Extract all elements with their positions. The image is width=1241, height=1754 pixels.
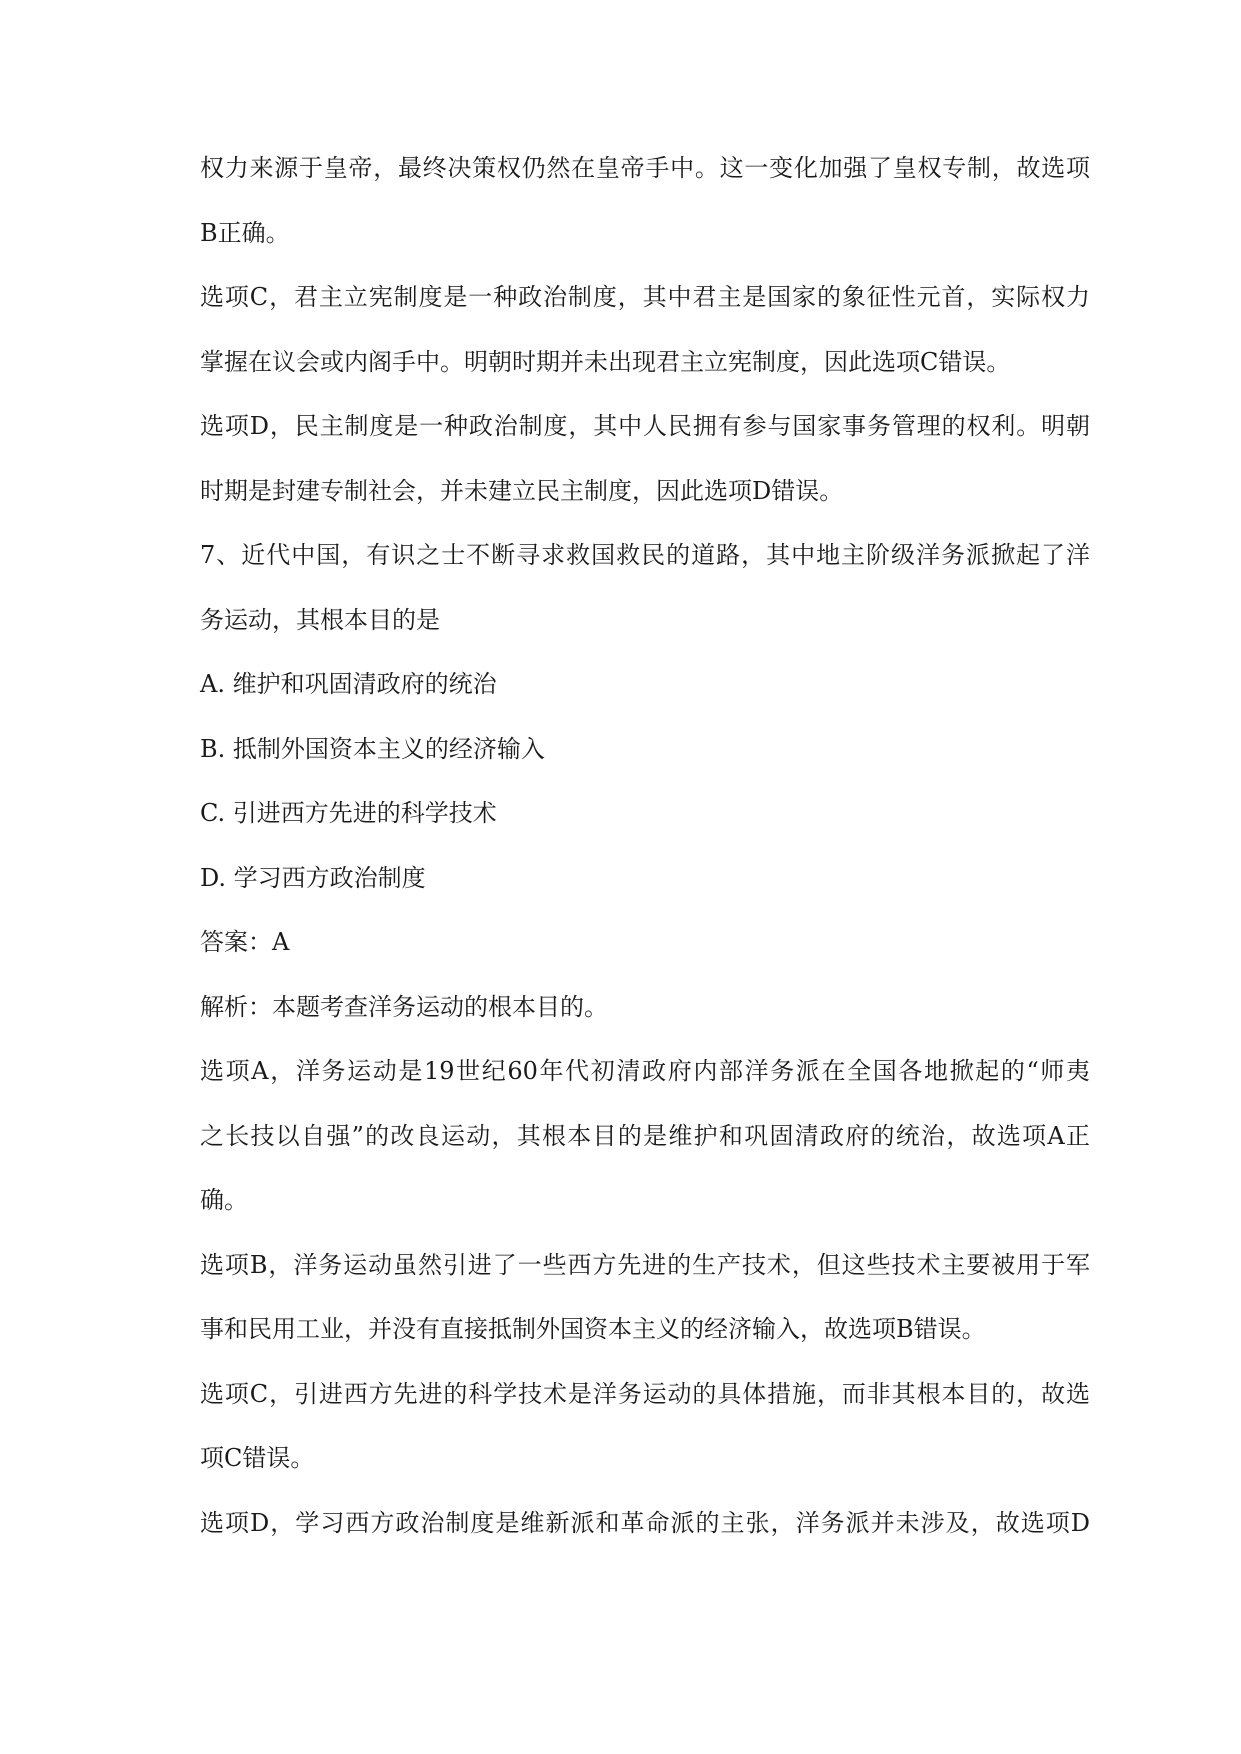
text-line: 选项C，君主立宪制度是一种政治制度，其中君主是国家的象征性元首，实际权力 bbox=[200, 283, 1090, 311]
text-line: 选项B，洋务运动虽然引进了一些西方先进的生产技术，但这些技术主要被用于军 bbox=[200, 1250, 1090, 1279]
analysis-line: 解析：本题考查洋务运动的根本目的。 bbox=[200, 992, 608, 1021]
answer-line: 答案：A bbox=[200, 928, 290, 956]
text-line: 之长技以自强”的改良运动，其根本目的是维护和巩固清政府的统治，故选项A正 bbox=[200, 1121, 1090, 1150]
text-line: 选项D，学习西方政治制度是维新派和革命派的主张，洋务派并未涉及，故选项D bbox=[200, 1508, 1090, 1537]
option-b: B. 抵制外国资本主义的经济输入 bbox=[200, 734, 545, 763]
text-line: 选项D，民主制度是一种政治制度，其中人民拥有参与国家事务管理的权利。明朝 bbox=[200, 412, 1090, 440]
text-line: 时期是封建专制社会，并未建立民主制度，因此选项D错误。 bbox=[200, 476, 844, 505]
text-line: 掌握在议会或内阁手中。明朝时期并未出现君主立宪制度，因此选项C错误。 bbox=[200, 347, 1011, 376]
option-c: C. 引进西方先进的科学技术 bbox=[200, 799, 497, 827]
text-line: 权力来源于皇帝，最终决策权仍然在皇帝手中。这一变化加强了皇权专制，故选项 bbox=[200, 154, 1090, 182]
text-line: 事和民用工业，并没有直接抵制外国资本主义的经济输入，故选项B错误。 bbox=[200, 1315, 986, 1343]
option-a: A. 维护和巩固清政府的统治 bbox=[200, 670, 497, 698]
text-line: 选项A，洋务运动是19世纪60年代初清政府内部洋务派在全国各地掀起的“师夷 bbox=[200, 1057, 1090, 1085]
option-d: D. 学习西方政治制度 bbox=[200, 863, 426, 892]
text-line: 选项C，引进西方先进的科学技术是洋务运动的具体措施，而非其根本目的，故选 bbox=[200, 1379, 1090, 1408]
text-line: B正确。 bbox=[200, 218, 290, 247]
text-line: 7、近代中国，有识之士不断寻求救国救民的道路，其中地主阶级洋务派掀起了洋 bbox=[200, 541, 1090, 569]
text-line: 确。 bbox=[200, 1186, 248, 1214]
document-body bbox=[200, 136, 1090, 1555]
text-line: 项C错误。 bbox=[200, 1444, 315, 1472]
text-line: 务运动，其根本目的是 bbox=[200, 605, 440, 634]
